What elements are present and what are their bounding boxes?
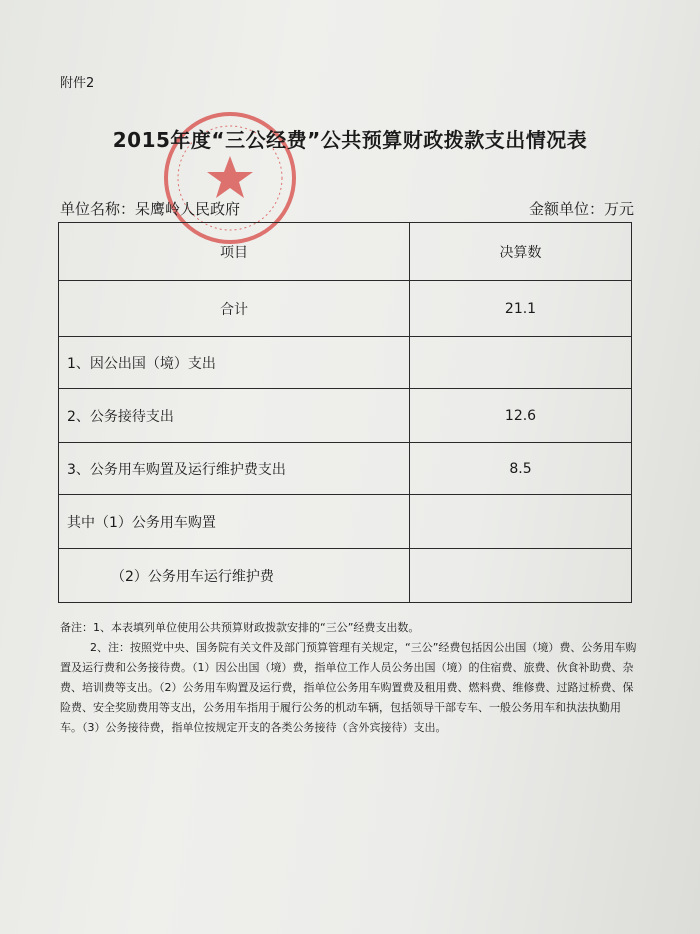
table-row (59, 281, 632, 337)
table-header-row (59, 223, 632, 281)
row-item: 2、公务接待支出 (59, 389, 410, 443)
expense-table (58, 222, 632, 603)
row-amount (410, 495, 632, 549)
row-amount: 21.1 (410, 281, 632, 337)
table-row (59, 337, 632, 389)
row-amount (410, 337, 632, 389)
note-2: 2、注：按照党中央、国务院有关文件及部门预算管理有关规定，“三公”经费包括因公出国（境）费、公务用车购置及运行费和公务接待费。（1）因公出国（境）费，指单位工作人员公务出国（境）的住宿费、旅费、伙食补助费、杂费、培训费等支出。（2）公务用车购置及运行费，指单位公务用车购置费及租用费、燃料费、维修费、过路过桥费、保险费、安全奖励费用等支出，公务用车指用于履行公务的机动车辆，包括领导干部专车、一般公务用车和执法执勤用车。（3）公务接待费，指单位按规定开支的各类公务接待（含外宾接待）支出。 (60, 641, 637, 734)
row-amount: 12.6 (410, 389, 632, 443)
table-row (59, 443, 632, 495)
page-title: 2015年度“三公经费”公共预算财政拨款支出情况表 (112, 128, 588, 152)
row-item: 其中（1）公务用车购置 (59, 495, 410, 549)
table-row (59, 549, 632, 603)
attachment-label: 附件2 (60, 76, 95, 91)
note-1: 备注：1、本表填列单位使用公共预算财政拨款安排的“三公”经费支出数。 (60, 621, 420, 634)
row-item: 3、公务用车购置及运行维护费支出 (59, 443, 410, 495)
row-item: 1、因公出国（境）支出 (59, 337, 410, 389)
table-row (59, 389, 632, 443)
header-item: 项目 (59, 223, 410, 281)
amount-unit: 金额单位：万元 (528, 200, 634, 218)
row-amount: 8.5 (410, 443, 632, 495)
header-amount: 决算数 (410, 223, 632, 281)
notes-section (60, 618, 638, 738)
row-item: （2）公务用车运行维护费 (59, 549, 410, 603)
row-amount (410, 549, 632, 603)
table-row (59, 495, 632, 549)
unit-name: 单位名称：呆鹰岭人民政府 (60, 200, 241, 218)
row-item: 合计 (59, 281, 410, 337)
